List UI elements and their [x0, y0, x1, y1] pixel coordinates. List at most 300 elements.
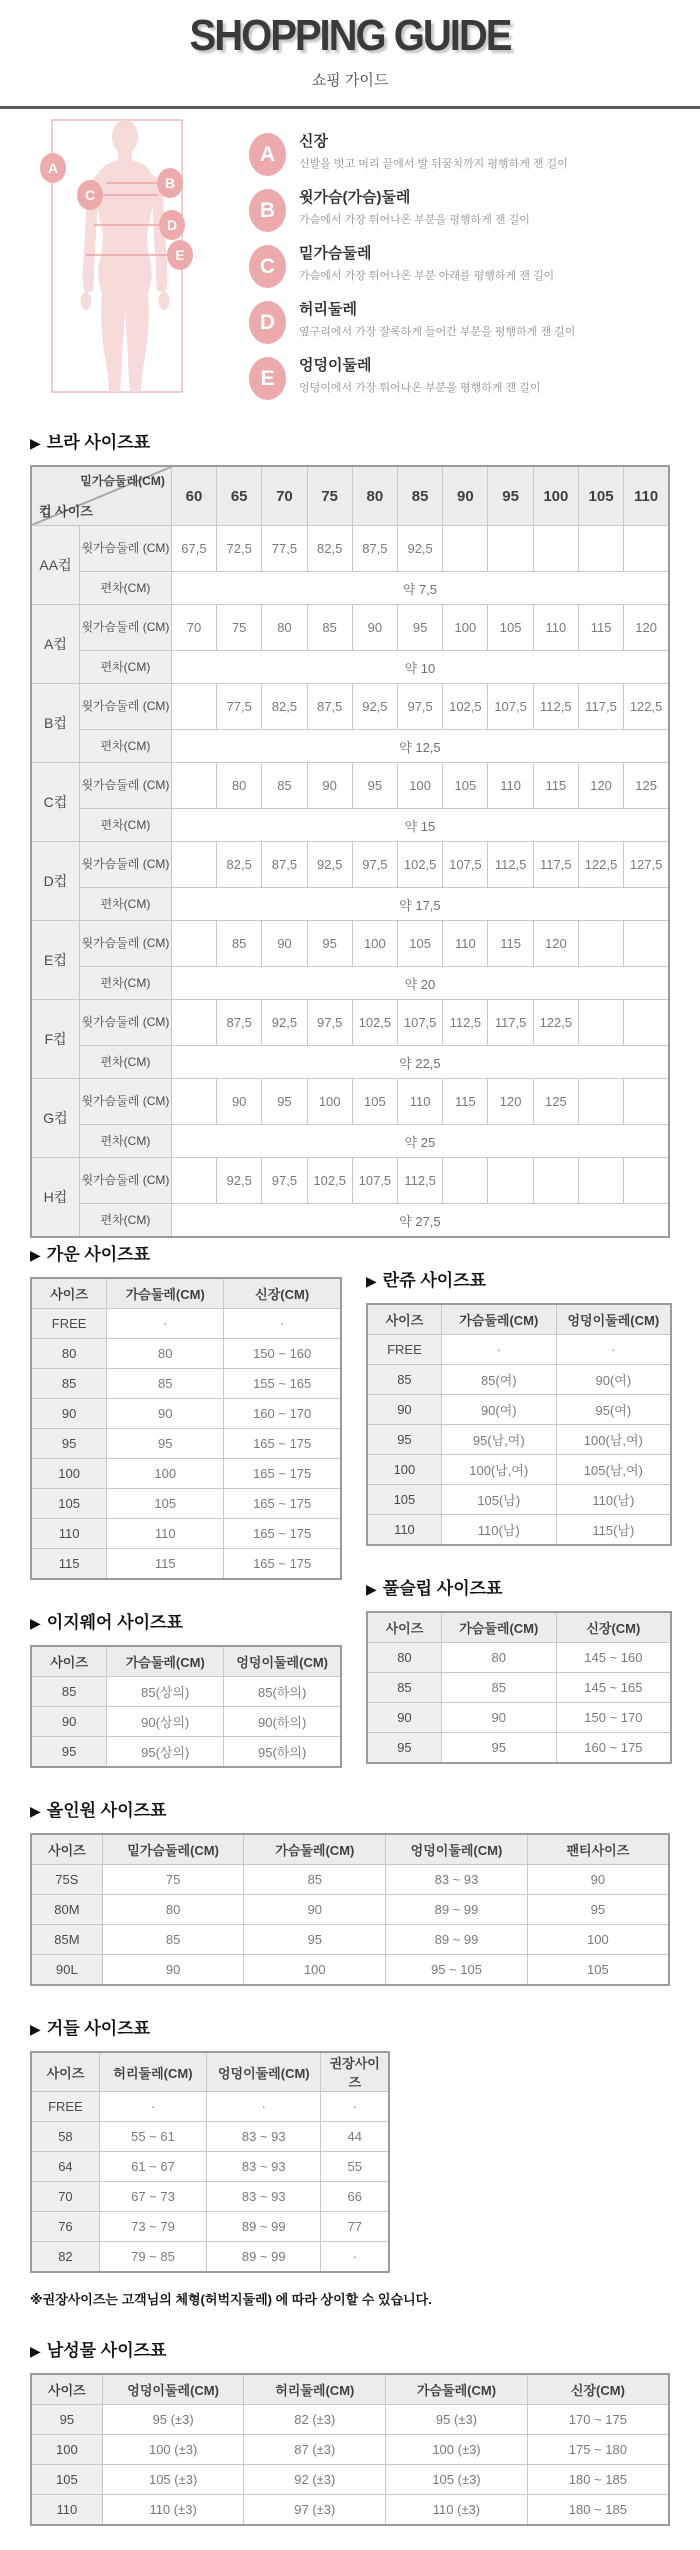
table-cell: 115: [107, 1549, 224, 1580]
bust-value-cell: 122,5: [578, 842, 623, 888]
bust-value-cell: 112,5: [488, 842, 533, 888]
header-row: [367, 1612, 671, 1643]
table-row: [31, 1519, 341, 1549]
bust-value-cell: 120: [578, 763, 623, 809]
table-cell: 160 ~ 175: [556, 1733, 671, 1764]
column-header: 가슴둘레(CM): [441, 1612, 556, 1643]
header-row: [31, 1834, 669, 1865]
table-cell: 90(여): [441, 1395, 556, 1425]
bust-value-cell: 95: [352, 763, 397, 809]
table-cell: 110(남): [556, 1485, 671, 1515]
triangle-marker-icon: ▶: [30, 1615, 41, 1631]
bust-value-cell: 92,5: [398, 526, 443, 572]
corner-label-cupsize: 컵 사이즈: [39, 504, 93, 519]
row-header: 100: [367, 1455, 441, 1485]
bust-value-cell: 102,5: [352, 1000, 397, 1046]
bra-size-table: [30, 465, 670, 1238]
row-header: 58: [31, 2122, 99, 2152]
cup-deviation-row: [31, 888, 669, 921]
cup-name: E컵: [31, 921, 79, 1000]
bust-value-cell: 102,5: [443, 684, 488, 730]
bust-value-cell: 95: [307, 921, 352, 967]
table-cell: 160 ~ 170: [224, 1399, 341, 1429]
row-header: 100: [31, 2435, 102, 2465]
table-cell: 89 ~ 99: [386, 1925, 528, 1955]
table-row: [367, 1703, 671, 1733]
table-cell: 100: [244, 1955, 386, 1986]
table-cell: 180 ~ 185: [527, 2465, 669, 2495]
row-header: 110: [31, 2495, 102, 2526]
bust-value-cell: 80: [262, 605, 307, 651]
bust-value-cell: 120: [533, 921, 578, 967]
gown-size-table: [30, 1277, 342, 1580]
triangle-marker-icon: ▶: [30, 2343, 41, 2359]
column-header: 엉덩이둘레(CM): [207, 2052, 321, 2092]
bust-value-cell: 102,5: [398, 842, 443, 888]
row-header: 105: [31, 2465, 102, 2495]
header-row: [31, 2052, 389, 2092]
bust-value-cell: 107,5: [443, 842, 488, 888]
figure-badge-hip: E: [167, 240, 193, 270]
table-cell: 105(남): [441, 1485, 556, 1515]
cup-values-row: [31, 684, 669, 730]
row-header: 110: [367, 1515, 441, 1546]
column-header: 신장(CM): [556, 1612, 671, 1643]
table-cell: 80: [102, 1895, 244, 1925]
bust-value-cell: 75: [217, 605, 262, 651]
deviation-value-cell: 약 15: [171, 809, 669, 842]
cup-deviation-row: [31, 730, 669, 763]
table-row: [367, 1425, 671, 1455]
band-size-header: 85: [398, 466, 443, 526]
section-title-text: 브라 사이즈표: [46, 433, 151, 452]
bust-value-cell: 95: [262, 1079, 307, 1125]
section-title-easywear: [30, 1608, 342, 1633]
table-cell: 90: [441, 1703, 556, 1733]
table-cell: 85: [244, 1865, 386, 1895]
triangle-marker-icon: ▶: [366, 1581, 377, 1597]
table-cell: 89 ~ 99: [386, 1895, 528, 1925]
lingerie-table: [366, 1303, 672, 1546]
section-title-gown: [30, 1240, 342, 1265]
table-cell: 66: [321, 2182, 389, 2212]
bust-value-cell: [171, 1158, 216, 1204]
table-cell: 97 (±3): [244, 2495, 386, 2526]
row-header: 95: [31, 2405, 102, 2435]
bust-value-cell: 100: [307, 1079, 352, 1125]
band-size-header: 60: [171, 466, 216, 526]
table-cell: 67 ~ 73: [99, 2182, 206, 2212]
header-row: [31, 1646, 341, 1677]
mens-table: [30, 2373, 670, 2526]
row-label-bust: 윗가슴둘레 (CM): [79, 1158, 171, 1204]
row-header: FREE: [31, 1309, 107, 1339]
bust-value-cell: 115: [578, 605, 623, 651]
bust-value-cell: 115: [533, 763, 578, 809]
table-cell: 95: [441, 1733, 556, 1764]
bust-value-cell: [624, 1079, 669, 1125]
row-header: 95: [367, 1733, 441, 1764]
girdle-note: ※권장사이즈는 고객님의 체형(허벅지둘레) 에 따라 상이할 수 있습니다.: [30, 2292, 432, 2307]
bust-value-cell: 97,5: [352, 842, 397, 888]
row-header: 75S: [31, 1865, 102, 1895]
table-cell: 83 ~ 93: [207, 2152, 321, 2182]
table-cell: 83 ~ 93: [207, 2122, 321, 2152]
table-cell: ·: [224, 1309, 341, 1339]
bust-value-cell: [443, 1158, 488, 1204]
cup-deviation-row: [31, 651, 669, 684]
column-header: 엉덩이둘레(CM): [386, 1834, 528, 1865]
band-size-header: 75: [307, 466, 352, 526]
table-cell: 80: [441, 1643, 556, 1673]
bust-value-cell: 112,5: [398, 1158, 443, 1204]
section-title-lingerie: [366, 1266, 672, 1291]
bust-value-cell: [171, 684, 216, 730]
bust-value-cell: [624, 1000, 669, 1046]
table-cell: 90(여): [556, 1365, 671, 1395]
legend-item-waist: [249, 301, 670, 344]
bust-value-cell: 102,5: [307, 1158, 352, 1204]
table-row: [31, 2495, 669, 2526]
table-row: [31, 1549, 341, 1580]
bust-value-cell: [533, 526, 578, 572]
section-title-allinone: [30, 1796, 670, 1821]
table-cell: 92 (±3): [244, 2465, 386, 2495]
header-row: [367, 1304, 671, 1335]
row-label-bust: 윗가슴둘레 (CM): [79, 684, 171, 730]
table-cell: ·: [321, 2242, 389, 2273]
cup-values-row: [31, 1079, 669, 1125]
column-header: 가슴둘레(CM): [107, 1646, 224, 1677]
figure-badge-bust: B: [157, 168, 183, 198]
girdle-size-table: [30, 2051, 390, 2273]
bust-value-cell: [578, 1158, 623, 1204]
table-row: [31, 2242, 389, 2273]
bust-value-cell: 92,5: [307, 842, 352, 888]
column-header: 권장사이즈: [321, 2052, 389, 2092]
bust-value-cell: 115: [443, 1079, 488, 1125]
table-row: [31, 2212, 389, 2242]
bust-value-cell: 107,5: [398, 1000, 443, 1046]
table-cell: 95 (±3): [102, 2405, 244, 2435]
bust-value-cell: 97,5: [398, 684, 443, 730]
body-figure: [30, 117, 235, 397]
bust-value-cell: 105: [443, 763, 488, 809]
bra-table: [30, 465, 670, 1238]
header-row: [31, 466, 669, 526]
table-row: [31, 2122, 389, 2152]
column-header: 신장(CM): [224, 1278, 341, 1309]
bust-value-cell: 92,5: [217, 1158, 262, 1204]
bust-value-cell: [443, 526, 488, 572]
header-divider: [0, 106, 700, 109]
easywear-table: [30, 1645, 342, 1768]
bust-value-cell: 90: [352, 605, 397, 651]
measurement-title: 신장: [299, 133, 328, 150]
legend-item-underbust: [249, 245, 670, 288]
bust-value-cell: 117,5: [578, 684, 623, 730]
table-cell: 90: [107, 1399, 224, 1429]
bust-value-cell: 67,5: [171, 526, 216, 572]
legend-item-height: [249, 133, 670, 176]
bust-value-cell: [624, 526, 669, 572]
row-label-deviation: 편차(CM): [79, 1204, 171, 1238]
row-label-deviation: 편차(CM): [79, 730, 171, 763]
cup-name: C컵: [31, 763, 79, 842]
section-title-text: 남성물 사이즈표: [46, 2341, 167, 2360]
table-cell: ·: [556, 1335, 671, 1365]
table-cell: 150 ~ 170: [556, 1703, 671, 1733]
bust-value-cell: 127,5: [624, 842, 669, 888]
table-cell: 61 ~ 67: [99, 2152, 206, 2182]
table-row: [31, 1925, 669, 1955]
cup-values-row: [31, 921, 669, 967]
table-cell: 95(남,여): [441, 1425, 556, 1455]
row-header: 80: [31, 1339, 107, 1369]
table-row: [367, 1515, 671, 1546]
row-header: FREE: [31, 2092, 99, 2122]
table-row: [367, 1733, 671, 1764]
column-header: 가슴둘레(CM): [386, 2374, 528, 2405]
table-row: [31, 1429, 341, 1459]
band-size-header: 90: [443, 466, 488, 526]
column-header: 허리둘레(CM): [244, 2374, 386, 2405]
table-cell: 95: [527, 1895, 669, 1925]
bust-value-cell: 117,5: [533, 842, 578, 888]
bust-value-cell: 107,5: [352, 1158, 397, 1204]
section-title-text: 올인원 사이즈표: [46, 1801, 167, 1820]
row-header: 70: [31, 2182, 99, 2212]
section-title-text: 풀슬립 사이즈표: [382, 1579, 503, 1598]
table-row: [31, 1955, 669, 1986]
bust-value-cell: [578, 1079, 623, 1125]
allinone-table: [30, 1833, 670, 1986]
bust-value-cell: [171, 921, 216, 967]
right-column: [366, 1238, 672, 1764]
table-cell: 100(남,여): [441, 1455, 556, 1485]
corner-header-cell: [31, 466, 171, 526]
table-cell: 85(상의): [107, 1677, 224, 1707]
bust-value-cell: 77,5: [217, 684, 262, 730]
bust-value-cell: 72,5: [217, 526, 262, 572]
table-cell: 83 ~ 93: [207, 2182, 321, 2212]
table-cell: 110 (±3): [386, 2495, 528, 2526]
header-row: [31, 1278, 341, 1309]
triangle-marker-icon: ▶: [30, 1247, 41, 1263]
letter-circle: A: [249, 133, 286, 176]
table-cell: 55: [321, 2152, 389, 2182]
column-header: 사이즈: [31, 1646, 107, 1677]
bust-value-cell: [533, 1158, 578, 1204]
row-label-bust: 윗가슴둘레 (CM): [79, 1079, 171, 1125]
section-title-text: 가운 사이즈표: [46, 1245, 151, 1264]
table-cell: 150 ~ 160: [224, 1339, 341, 1369]
table-cell: 44: [321, 2122, 389, 2152]
table-cell: 82 (±3): [244, 2405, 386, 2435]
column-header: 팬티사이즈: [527, 1834, 669, 1865]
triangle-marker-icon: ▶: [30, 2021, 41, 2037]
table-cell: 100 (±3): [102, 2435, 244, 2465]
row-header: 85: [31, 1677, 107, 1707]
table-cell: ·: [207, 2092, 321, 2122]
table-cell: 110(남): [441, 1515, 556, 1546]
row-header: 100: [31, 1459, 107, 1489]
table-cell: 80: [107, 1339, 224, 1369]
bust-value-cell: 125: [624, 763, 669, 809]
table-cell: 145 ~ 160: [556, 1643, 671, 1673]
table-cell: 165 ~ 175: [224, 1519, 341, 1549]
letter-circle: B: [249, 189, 286, 232]
row-label-deviation: 편차(CM): [79, 1046, 171, 1079]
section-title-text: 거들 사이즈표: [46, 2019, 151, 2038]
table-cell: 105 (±3): [102, 2465, 244, 2495]
table-row: [31, 1737, 341, 1768]
table-cell: 165 ~ 175: [224, 1549, 341, 1580]
bust-value-cell: 117,5: [488, 1000, 533, 1046]
row-label-bust: 윗가슴둘레 (CM): [79, 526, 171, 572]
bust-value-cell: 122,5: [533, 1000, 578, 1046]
deviation-value-cell: 약 10: [171, 651, 669, 684]
measurement-guide: [30, 117, 670, 400]
cup-deviation-row: [31, 1046, 669, 1079]
column-header: 사이즈: [31, 2374, 102, 2405]
cup-name: D컵: [31, 842, 79, 921]
measurement-desc: 신발을 벗고 머리 끝에서 발 뒤꿈치까지 평행하게 잰 길이: [299, 158, 568, 170]
bust-value-cell: 90: [307, 763, 352, 809]
table-row: [31, 2182, 389, 2212]
table-cell: 89 ~ 99: [207, 2212, 321, 2242]
table-cell: 105: [527, 1955, 669, 1986]
letter-circle: E: [249, 357, 286, 400]
bust-value-cell: 82,5: [217, 842, 262, 888]
column-header: 엉덩이둘레(CM): [102, 2374, 244, 2405]
cup-name: G컵: [31, 1079, 79, 1158]
table-cell: 55 ~ 61: [99, 2122, 206, 2152]
lingerie-size-table: [366, 1303, 672, 1546]
bust-value-cell: 105: [488, 605, 533, 651]
row-label-deviation: 편차(CM): [79, 572, 171, 605]
table-row: [367, 1643, 671, 1673]
section-title-bra: [30, 428, 670, 453]
measurement-desc: 옆구리에서 가장 잘록하게 들어간 부분을 평행하게 잰 길이: [299, 326, 576, 338]
table-row: [367, 1395, 671, 1425]
bust-value-cell: 82,5: [307, 526, 352, 572]
bust-value-cell: 100: [352, 921, 397, 967]
table-cell: 85: [102, 1925, 244, 1955]
bust-value-cell: 120: [624, 605, 669, 651]
table-cell: 100(남,여): [556, 1425, 671, 1455]
column-header: 사이즈: [367, 1612, 441, 1643]
bust-value-cell: 112,5: [533, 684, 578, 730]
figure-badge-underbust: C: [77, 180, 103, 210]
row-label-deviation: 편차(CM): [79, 809, 171, 842]
bust-value-cell: 110: [488, 763, 533, 809]
row-header: 90: [31, 1399, 107, 1429]
measurement-title: 윗가슴(가슴)둘레: [299, 189, 411, 206]
table-cell: ·: [321, 2092, 389, 2122]
cup-values-row: [31, 526, 669, 572]
table-row: [31, 1369, 341, 1399]
bust-value-cell: 100: [398, 763, 443, 809]
bust-value-cell: 125: [533, 1079, 578, 1125]
fullslip-size-table: [366, 1611, 672, 1764]
band-size-header: 65: [217, 466, 262, 526]
row-label-bust: 윗가슴둘레 (CM): [79, 605, 171, 651]
band-size-header: 80: [352, 466, 397, 526]
bust-value-cell: 77,5: [262, 526, 307, 572]
row-header: 95: [31, 1429, 107, 1459]
bust-value-cell: 110: [533, 605, 578, 651]
legend-item-hip: [249, 357, 670, 400]
column-header: 사이즈: [31, 1834, 102, 1865]
table-row: [31, 2405, 669, 2435]
bust-value-cell: 115: [488, 921, 533, 967]
row-label-deviation: 편차(CM): [79, 967, 171, 1000]
row-header: 90: [31, 1707, 107, 1737]
table-cell: 90(하의): [224, 1707, 341, 1737]
table-cell: 115(남): [556, 1515, 671, 1546]
table-cell: 170 ~ 175: [527, 2405, 669, 2435]
table-cell: 90(상의): [107, 1707, 224, 1737]
table-row: [31, 1489, 341, 1519]
table-cell: 110 (±3): [102, 2495, 244, 2526]
table-cell: 95 (±3): [386, 2405, 528, 2435]
table-cell: 75: [102, 1865, 244, 1895]
cup-name: H컵: [31, 1158, 79, 1238]
table-row: [367, 1673, 671, 1703]
table-row: [31, 1895, 669, 1925]
cup-deviation-row: [31, 967, 669, 1000]
row-header: 85: [367, 1673, 441, 1703]
deviation-value-cell: 약 12,5: [171, 730, 669, 763]
cup-values-row: [31, 842, 669, 888]
page-title: SHOPPING GUIDE: [189, 12, 511, 60]
measurement-desc: 가슴에서 가장 튀어나온 부분 아래를 평행하게 잰 길이: [299, 270, 555, 282]
girdle-table: [30, 2051, 390, 2273]
table-row: [31, 1309, 341, 1339]
section-title-fullslip: [366, 1574, 672, 1599]
column-header: 신장(CM): [527, 2374, 669, 2405]
row-label-deviation: 편차(CM): [79, 1125, 171, 1158]
bust-value-cell: 87,5: [307, 684, 352, 730]
cup-deviation-row: [31, 809, 669, 842]
table-row: [31, 2152, 389, 2182]
table-row: [31, 1707, 341, 1737]
deviation-value-cell: 약 20: [171, 967, 669, 1000]
figure-badge-height: A: [40, 153, 66, 183]
table-row: [367, 1365, 671, 1395]
measurement-legend: [235, 117, 670, 400]
table-row: [31, 2092, 389, 2122]
column-header: 허리둘레(CM): [99, 2052, 206, 2092]
deviation-value-cell: 약 22,5: [171, 1046, 669, 1079]
triangle-marker-icon: ▶: [30, 1803, 41, 1819]
row-header: FREE: [367, 1335, 441, 1365]
bust-value-cell: [578, 526, 623, 572]
row-header: 76: [31, 2212, 99, 2242]
deviation-value-cell: 약 25: [171, 1125, 669, 1158]
row-header: 95: [367, 1425, 441, 1455]
table-cell: 77: [321, 2212, 389, 2242]
bust-value-cell: 92,5: [352, 684, 397, 730]
column-header: 가슴둘레(CM): [107, 1278, 224, 1309]
bust-value-cell: 80: [217, 763, 262, 809]
row-label-bust: 윗가슴둘레 (CM): [79, 842, 171, 888]
row-header: 85: [367, 1365, 441, 1395]
measurement-title: 엉덩이둘레: [299, 357, 372, 374]
table-cell: 95(하의): [224, 1737, 341, 1768]
bust-value-cell: 107,5: [488, 684, 533, 730]
